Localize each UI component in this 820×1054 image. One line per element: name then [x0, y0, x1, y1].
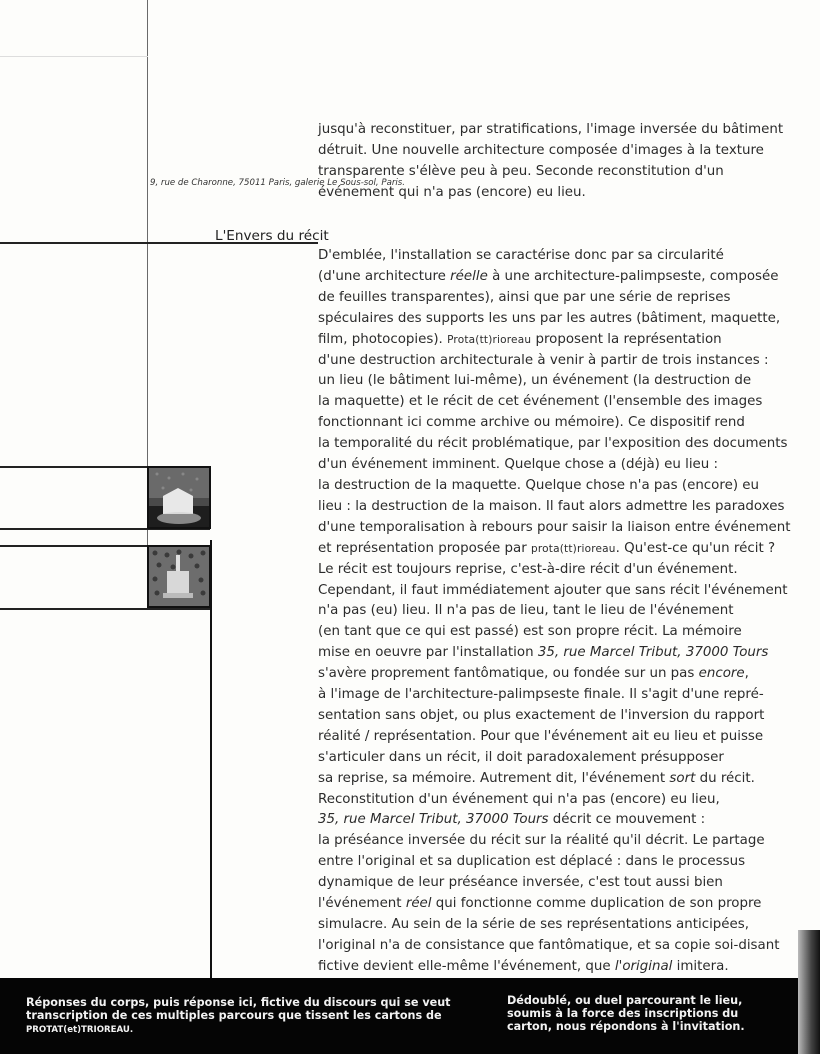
text-line: dynamique de leur préséance inversée, c'est tout aussi bien — [318, 875, 723, 891]
text-line: n'a pas (eu) lieu. Il n'a pas de lieu, tant le lieu de l'événement — [318, 603, 734, 619]
text-line: mise en oeuvre par l'installation 35, rue Marcel Tribut, 37000 Tours — [318, 645, 769, 661]
text-line: transparente s'élève peu à peu. Seconde reconstitution d'un — [318, 163, 724, 179]
text-line: la temporalité du récit problématique, par l'exposition des documents — [318, 436, 788, 452]
text-line: lieu : la destruction de la maison. Il faut alors admettre les paradoxes — [318, 498, 785, 514]
maquette-photo — [147, 466, 211, 529]
text-line: la préséance inversée du récit sur la réalité qu'il décrit. Le partage — [318, 833, 765, 849]
main-paragraph — [318, 246, 791, 978]
photo-caption: 9, rue de Charonne, 75011 Paris, galerie Le Sous-sol, Paris. — [150, 178, 405, 188]
text-line: D'emblée, l'installation se caractérise donc par sa circularité — [318, 248, 724, 263]
text-line: la maquette) et le récit de cet événement (l'ensemble des images — [318, 394, 763, 410]
interior-photo — [147, 545, 211, 608]
text-line: de feuilles transparentes), ainsi que par une série de reprises — [318, 289, 731, 305]
text-line: et représentation proposée par prota(tt)rioreau. Qu'est-ce qu'un récit ? — [318, 540, 776, 556]
text-line: (d'une architecture réelle à une architecture-palimpseste, composée — [318, 268, 779, 284]
text-line: la destruction de la maquette. Quelque chose n'a pas (encore) eu — [318, 477, 760, 493]
text-line: d'une temporalisation à rebours pour saisir la liaison entre événement — [318, 519, 791, 535]
text-line: l'original n'a de consistance que fantômatique, et sa copie soi-disant — [318, 937, 780, 953]
footer-right-text: Dédoublé, ou duel parcourant le lieu, soumis à la force des inscriptions du carton, nous répondons à l'invitation. — [507, 994, 745, 1034]
text-line: spéculaires des supports les uns par les autres (bâtiment, maquette, — [318, 310, 781, 326]
page-edge-shadow — [798, 930, 820, 1054]
text-line: fonctionnant ici comme archive ou mémoire). Ce dispositif rend — [318, 415, 745, 431]
photo-rule-4 — [0, 608, 210, 610]
maquette-image — [149, 468, 209, 527]
text-line: Cependant, il faut immédiatement ajouter que sans récit l'événement — [318, 582, 788, 598]
text-line: réalité / représentation. Pour que l'événement ait eu lieu et puisse — [318, 728, 764, 744]
text-line: un lieu (le bâtiment lui-même), un événement (la destruction de — [318, 373, 752, 389]
text-line: film, photocopies). Prota(tt)rioreau proposent la représentation — [318, 331, 722, 347]
text-line: jusqu'à reconstituer, par stratifications, l'image inversée du bâtiment — [318, 122, 784, 137]
text-line: d'une destruction architecturale à venir à partir de trois instances : — [318, 352, 769, 368]
text-line: simulacre. Au sein de la série de ses représentations anticipées, — [318, 917, 750, 932]
footer-band — [0, 978, 820, 1054]
text-line: 35, rue Marcel Tribut, 37000 Tours décrit ce mouvement : — [318, 812, 706, 828]
text-line: Le récit est toujours reprise, c'est-à-dire récit d'un événement. — [318, 561, 738, 577]
text-line: s'avère proprement fantômatique, ou fondée sur un pas encore, — [318, 666, 749, 682]
text-line: événement qui n'a pas (encore) eu lieu. — [318, 184, 586, 200]
text-line: sa reprise, sa mémoire. Autrement dit, l'événement sort du récit. — [318, 770, 755, 786]
text-line: d'un événement imminent. Quelque chose a (déjà) eu lieu : — [318, 457, 719, 473]
interior-image — [149, 547, 209, 606]
text-line: entre l'original et sa duplication est déplacé : dans le processus — [318, 854, 746, 870]
text-line: fictive devient elle-même l'événement, que l'original imitera. — [318, 958, 729, 974]
text-line: s'articuler dans un récit, il doit paradoxalement présupposer — [318, 749, 724, 765]
intro-paragraph — [318, 120, 783, 204]
top-faint-rule — [0, 56, 148, 57]
text-line: détruit. Une nouvelle architecture composée d'images à la texture — [318, 142, 764, 158]
text-line: (en tant que ce qui est passé) est son propre récit. La mémoire — [318, 624, 742, 640]
text-line: sentation sans objet, ou plus exactement de l'inversion du rapport — [318, 707, 765, 723]
text-line: l'événement réel qui fonctionne comme duplication de son propre — [318, 896, 762, 912]
section-heading: L'Envers du récit — [215, 228, 329, 244]
text-line: à l'image de l'architecture-palimpseste finale. Il s'agit d'une repré- — [318, 687, 764, 703]
footer-left-text: Réponses du corps, puis réponse ici, fictive du discours qui se veut transcription de ces multiples parcours que tissent les cartons de PROTAT(et)TRIOREAU. — [26, 996, 451, 1036]
text-line: Reconstitution d'un événement qui n'a pas (encore) eu lieu, — [318, 791, 720, 807]
